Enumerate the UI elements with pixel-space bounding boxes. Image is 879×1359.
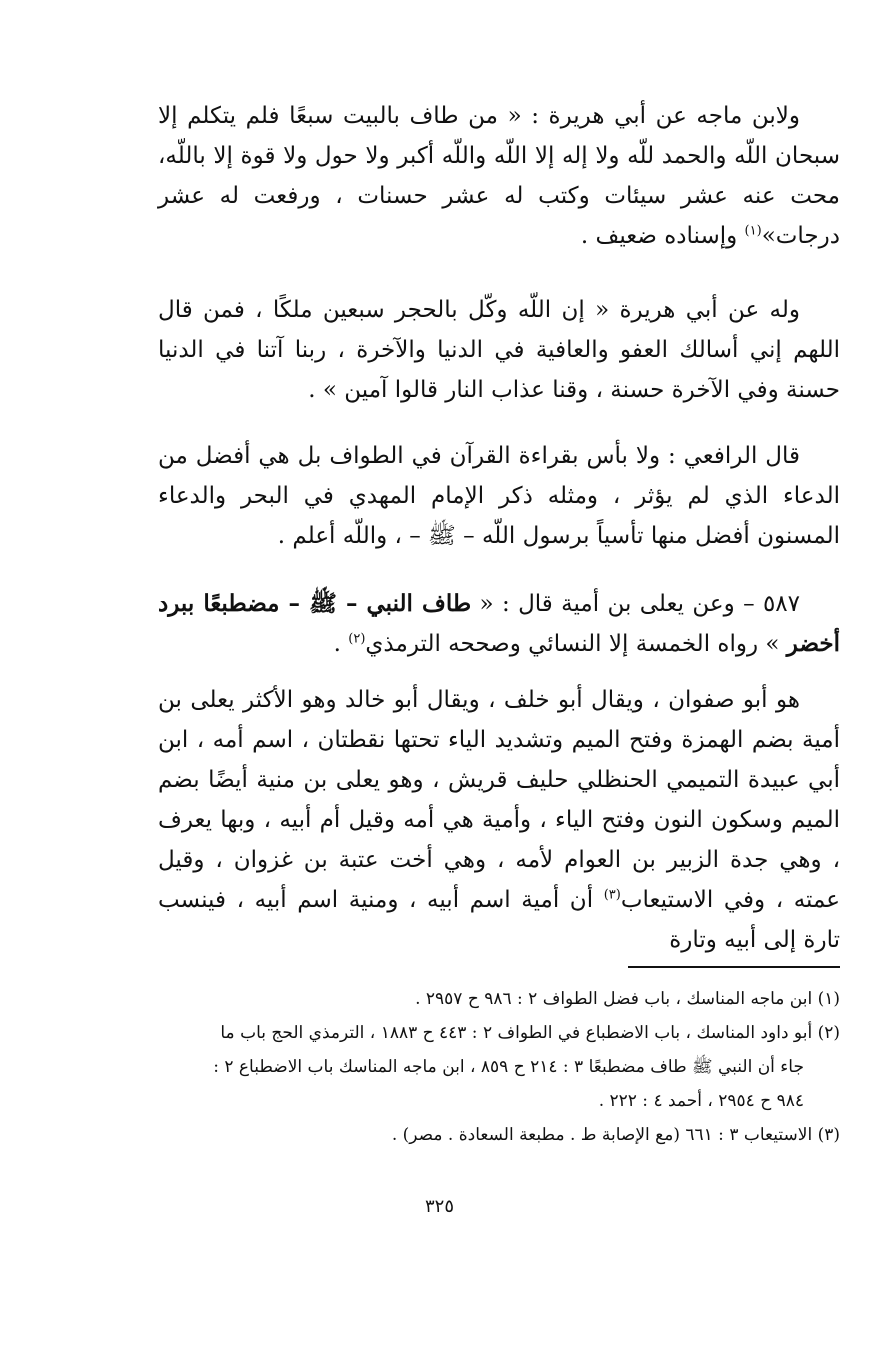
paragraph-text: ولابن ماجه عن أبي هريرة : « من طاف بالبيت سبعًا فلم يتكلم إلا سبحان اللّه والحمد للّه ولا إله إلا اللّه واللّه أكبر ولا حول ولا قوة إلا باللّه، محت عنه عشر سيئات وكتب له عشر حسنات ، ورفعت له عشر درجات» (158, 103, 840, 249)
paragraph-rafii-quran (158, 436, 840, 556)
footnote-ref-2: (٢) (348, 631, 366, 647)
footnote-ref-1: (١) (744, 223, 762, 239)
paragraph-ibn-majah-tawaf (158, 96, 840, 256)
paragraph-text: هو أبو صفوان ، ويقال أبو خلف ، ويقال أبو خالد وهو الأكثر يعلى بن أمية بضم الهمزة وفتح الميم وتشديد الياء تحتها نقطتان ، اسم أمه ، ابن أبي عبيدة التميمي الحنظلي حليف قريش ، وهو يعلى بن منية أيضًا بضم الميم وسكون النون وفتح الياء ، وأمية هي أمه وقيل أم أبيه ، وبها يعرف ، وهي جدة الزبير بن العوام لأمه ، وهي أخت عتبة بن غزوان ، وقيل عمته ، وفي الاستيعاب (158, 687, 840, 913)
hadith-matn-bold: طاف النبي – ﷺ – مضطبعًا ببرد أخضر (158, 590, 840, 657)
hadith-end: . (333, 631, 349, 657)
footnote-ref-3: (٣) (603, 887, 621, 903)
hadith-takhrij: » رواه الخمسة إلا النسائي وصححه الترمذي (365, 631, 787, 657)
footnotes (158, 982, 840, 1152)
hadith-587 (158, 584, 840, 664)
footnote-2-line-2: جاء أن النبي ﷺ طاف مضطبعًا ٣ : ٢١٤ ح ٨٥٩ ، ابن ماجه المناسك باب الاضطباع ٢ : (213, 1057, 804, 1077)
hadith-number-intro: ٥٨٧ – وعن يعلى بن أمية قال : « (471, 591, 800, 617)
paragraph-text-end: أن أمية اسم أبيه ، ومنية اسم أبيه ، فينسب تارة إلى أبيه وتارة (158, 887, 840, 953)
page-number: ٣٢٥ (424, 1196, 454, 1217)
footnote-separator (628, 966, 840, 968)
paragraph-text: وله عن أبي هريرة « إن اللّه وكّل بالحجر سبعين ملكًا ، فمن قال اللهم إني أسالك العفو والعافية في الدنيا والآخرة ، ربنا آتنا في الدنيا حسنة وفي الآخرة حسنة ، وقنا عذاب النار قالوا آمين » . (158, 297, 840, 403)
footnote-3: (٣) الاستيعاب ٣ : ٦٦١ (مع الإصابة ط . مطبعة السعادة . مصر) . (391, 1125, 840, 1145)
footnote-2-line-1: (٢) أبو داود المناسك ، باب الاضطباع في الطواف ٢ : ٤٤٣ ح ١٨٨٣ ، الترمذي الحج باب ما (220, 1023, 840, 1043)
paragraph-text-end: وإسناده ضعيف . (580, 223, 745, 249)
footnote-2-line-3: ٩٨٤ ح ٢٩٥٤ ، أحمد ٤ : ٢٢٢ . (598, 1091, 804, 1111)
paragraph-yala-biography (158, 680, 840, 960)
paragraph-text: قال الرافعي : ولا بأس بقراءة القرآن في الطواف بل هي أفضل من الدعاء الذي لم يؤثر ، ومثله ذكر الإمام المهدي في البحر والدعاء المسنون أفضل منها تأسياً برسول اللّه – ﷺ – ، واللّه أعلم . (158, 443, 840, 549)
footnote-1: (١) ابن ماجه المناسك ، باب فضل الطواف ٢ : ٩٨٦ ح ٢٩٥٧ . (415, 989, 840, 1009)
paragraph-hajar-angels (158, 290, 840, 410)
